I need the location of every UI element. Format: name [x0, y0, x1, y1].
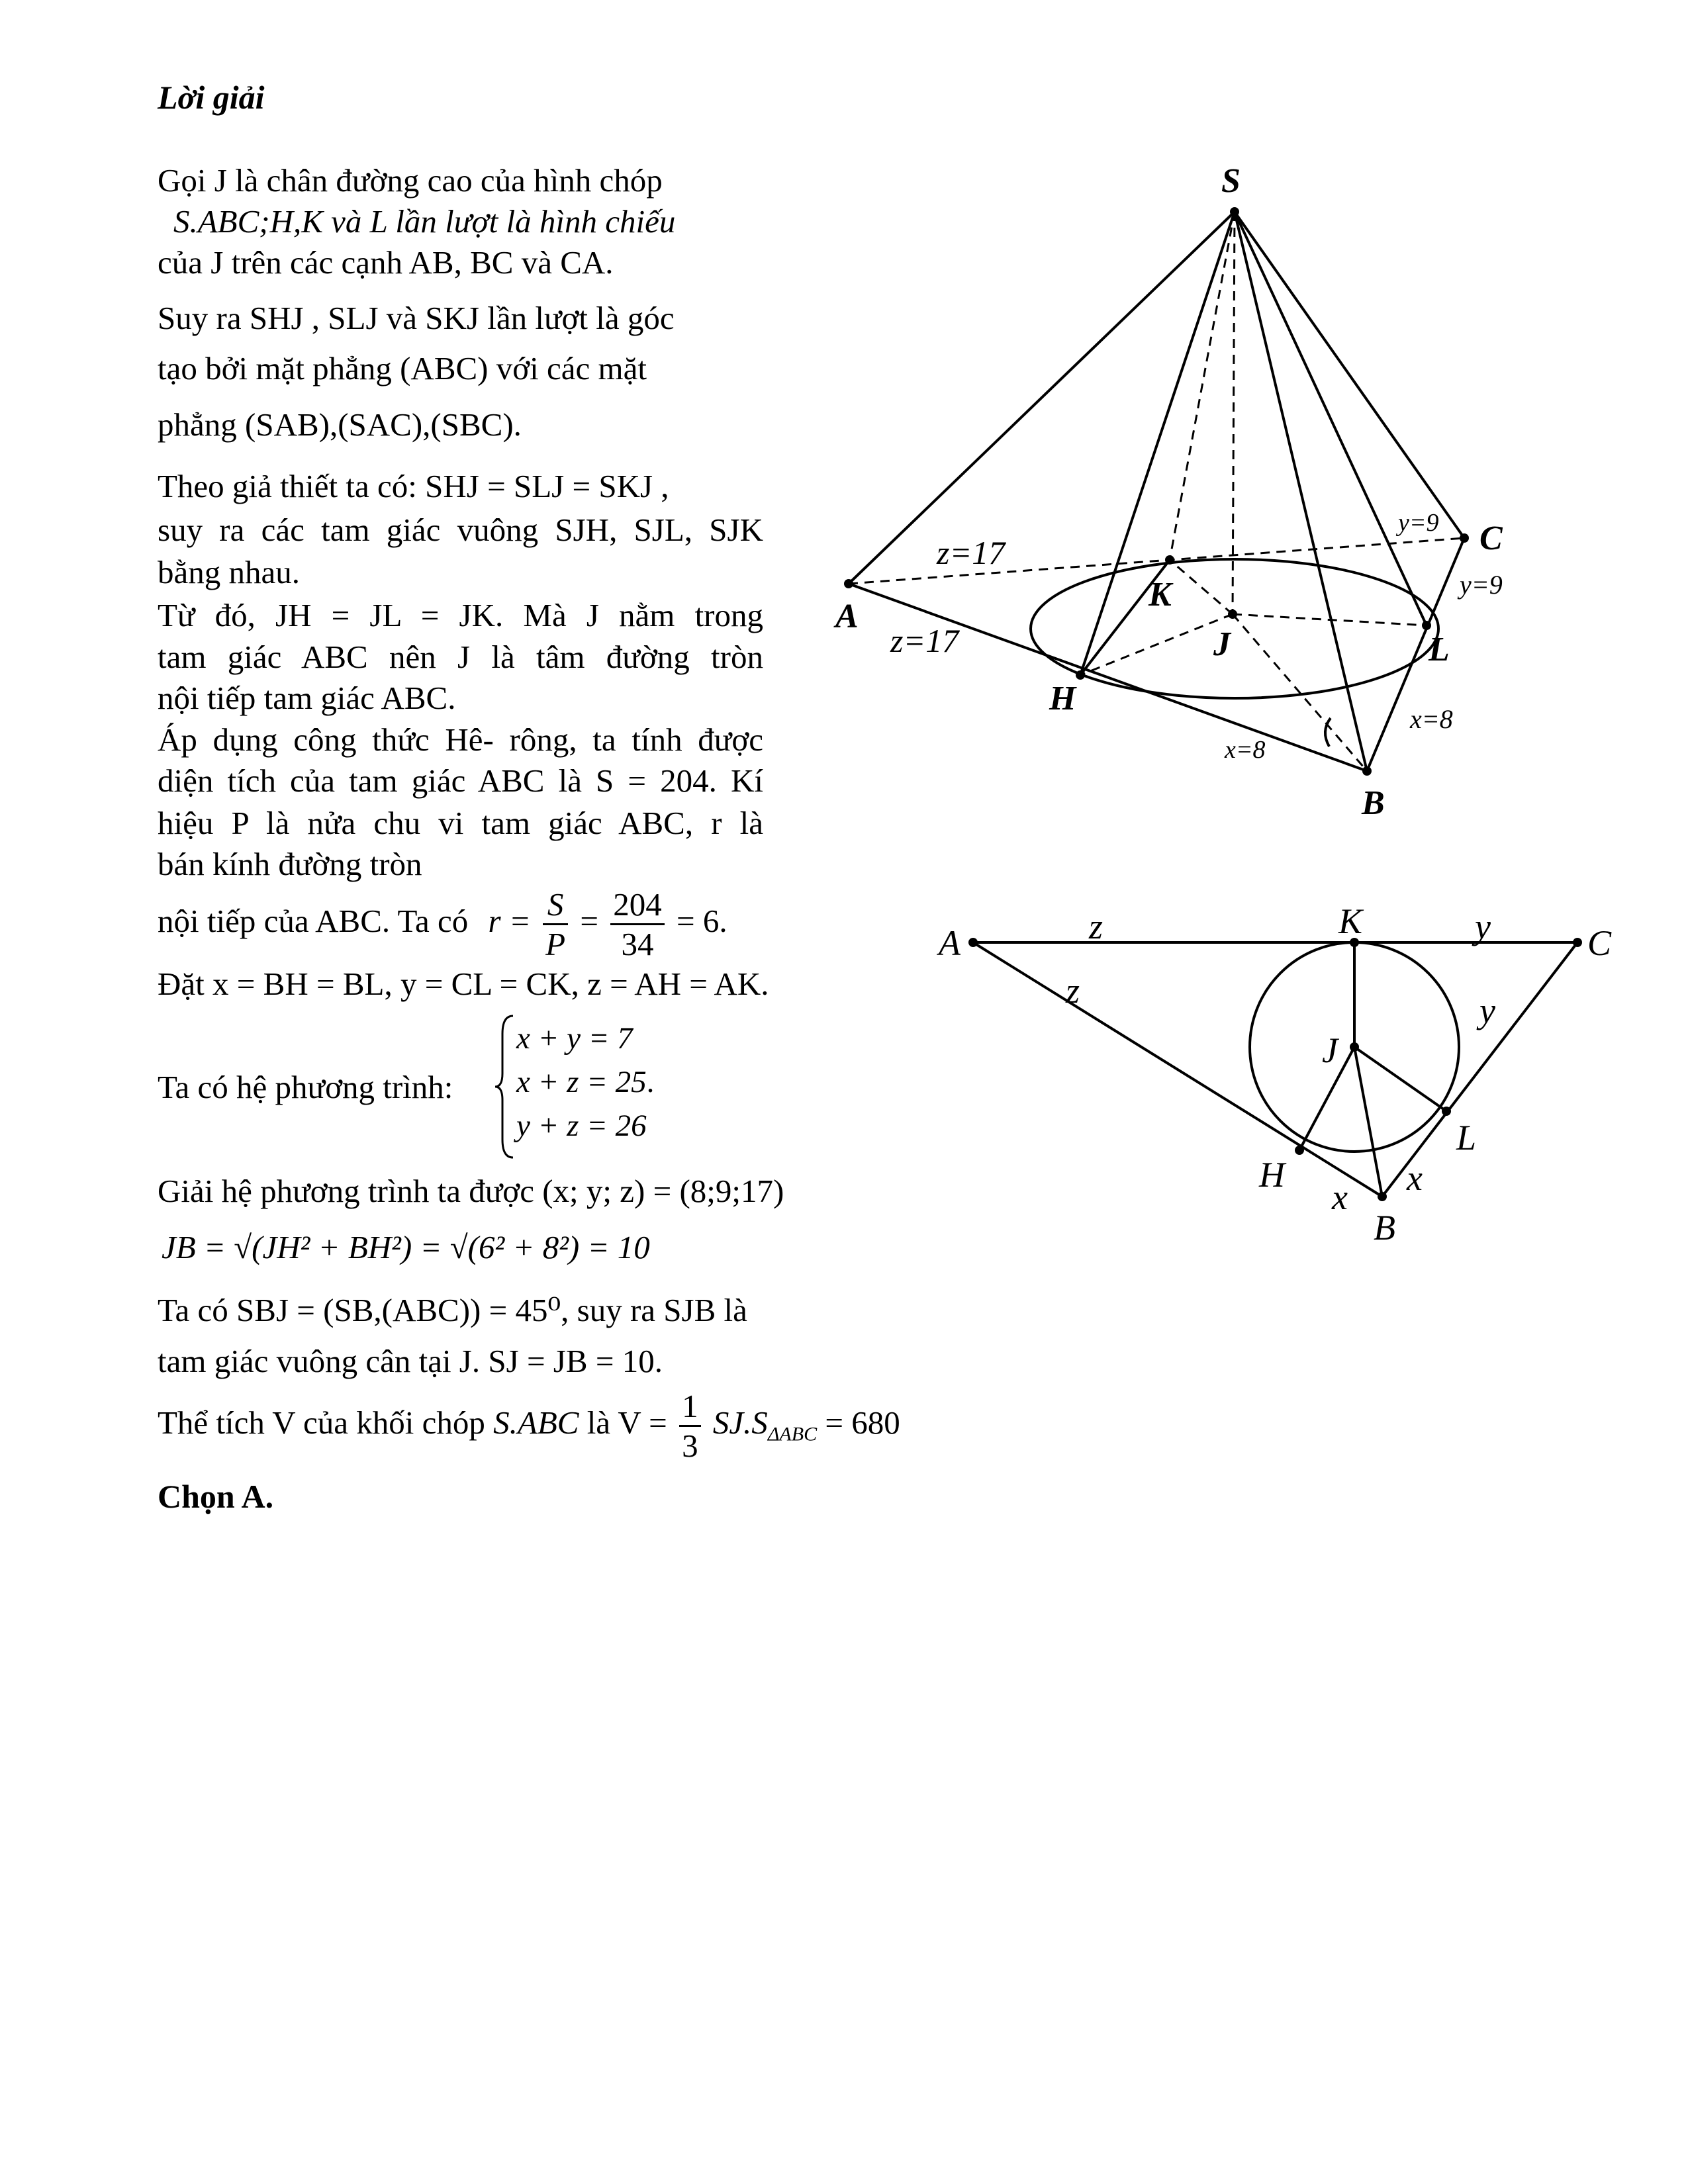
label-y-top: y=9	[1398, 509, 1439, 537]
label-b: B	[1362, 784, 1385, 822]
text-line-14: diện tích của tam giác ABC là S = 204. Kí	[158, 762, 763, 799]
text-line-10: Từ đó, JH = JL = JK. Mà J nằm trong	[158, 597, 763, 633]
label-k: K	[1149, 576, 1172, 614]
equation-3: y + z = 26	[516, 1109, 647, 1143]
text-line-11: tam giác ABC nên J là tâm đường tròn	[158, 639, 763, 675]
inradius-intro: nội tiếp của ABC. Ta có	[158, 902, 469, 939]
fraction-34-denominator: 34	[621, 926, 654, 962]
label-x-right: x=8	[1410, 704, 1453, 734]
label2-x-left: x	[1332, 1177, 1348, 1217]
label2-y-top: y	[1475, 907, 1491, 946]
solution-heading: Lời giải	[158, 79, 265, 116]
text-line-16: bán kính đường tròn	[158, 846, 422, 882]
text-line-15: hiệu P là nửa chu vi tam giác ABC, r là	[158, 805, 763, 841]
volume-intro: Thể tích V của khối chóp	[158, 1404, 485, 1441]
point2-l	[1442, 1107, 1451, 1116]
label-x-bottom: x=8	[1225, 736, 1266, 764]
label-c: C	[1479, 520, 1503, 557]
text-line-4: Suy ra SHJ , SLJ và SKJ lần lượt là góc	[158, 300, 675, 336]
label2-h: H	[1259, 1155, 1285, 1195]
label2-b: B	[1374, 1208, 1395, 1248]
text-line-19: Ta có hệ phương trình:	[158, 1069, 453, 1105]
label-l: L	[1429, 631, 1450, 668]
label-h: H	[1049, 680, 1076, 717]
volume-subscript: ΔABC	[767, 1423, 818, 1445]
equation-2: x + z = 25.	[516, 1065, 655, 1099]
fraction-1-numerator: 1	[679, 1390, 701, 1427]
label2-l: L	[1456, 1118, 1477, 1158]
point2-j	[1350, 1042, 1359, 1052]
text-line-22: Ta có SBJ = (SB,(ABC)) = 45⁰, suy ra SJB là	[158, 1292, 747, 1328]
text-line-6: phẳng (SAB),(SAC),(SBC).	[158, 406, 522, 443]
label-y-side: y=9	[1460, 570, 1503, 600]
point2-a	[968, 938, 978, 947]
label2-z-top: z	[1089, 907, 1103, 946]
label2-z-side: z	[1066, 971, 1080, 1011]
text-line-7: Theo giả thiết ta có: SHJ = SLJ = SKJ ,	[158, 468, 669, 504]
text-line-8: suy ra các tam giác vuông SJH, SJL, SJK	[158, 512, 763, 548]
fraction-p-denominator: P	[545, 926, 566, 962]
volume-result: = 680	[825, 1404, 900, 1441]
text-line-12: nội tiếp tam giác ABC.	[158, 680, 456, 716]
label2-x-right: x	[1407, 1158, 1423, 1198]
label2-a: A	[939, 923, 961, 963]
fraction-s-numerator: S	[543, 888, 568, 925]
text-line-23: tam giác vuông cân tại J. SJ = JB = 10.	[158, 1343, 663, 1379]
equation-1: x + y = 7	[516, 1021, 633, 1056]
final-answer: Chọn A.	[158, 1478, 274, 1515]
text-line-2: S.ABC;H,K và L lần lượt là hình chiếu	[173, 203, 676, 240]
side-ab	[973, 942, 1382, 1197]
inradius-r: r =	[488, 902, 531, 939]
volume-pyramid-name: S.ABC	[493, 1404, 579, 1441]
segment-jb	[1354, 1047, 1382, 1197]
text-line-3: của J trên các cạnh AB, BC và CA.	[158, 244, 614, 281]
volume-sj-s: SJ.S	[712, 1404, 768, 1441]
label2-k: K	[1338, 901, 1363, 941]
label-z-lower: z=17	[890, 622, 959, 659]
text-line-1: Gọi J là chân đường cao của hình chóp	[158, 162, 663, 199]
label-j: J	[1213, 625, 1231, 663]
label-a: A	[835, 598, 859, 635]
label2-y-side: y	[1479, 991, 1495, 1030]
point2-c	[1573, 938, 1582, 947]
label-s: S	[1221, 162, 1241, 200]
text-line-18: Đặt x = BH = BL, y = CL = CK, z = AH = AK.	[158, 966, 769, 1002]
text-line-21: JB = √(JH² + BH²) = √(6² + 8²) = 10	[162, 1229, 650, 1265]
point2-b	[1378, 1192, 1387, 1201]
point2-h	[1295, 1146, 1304, 1155]
text-line-17: nội tiếp của ABC. Ta có r = $\frac{S}{P}$ = $\frac{204}{34}$ = 6.	[158, 886, 727, 962]
label2-j: J	[1322, 1030, 1338, 1070]
text-line-5: tạo bởi mặt phẳng (ABC) với các mặt	[158, 350, 647, 387]
text-line-9: bằng nhau.	[158, 554, 300, 590]
inradius-result: = 6.	[676, 902, 727, 939]
label2-c: C	[1587, 923, 1612, 963]
volume-is: là V =	[586, 1404, 667, 1441]
fraction-3-denominator: 3	[682, 1428, 698, 1464]
fraction-204-numerator: 204	[610, 888, 665, 925]
label-z-upper: z=17	[937, 534, 1006, 571]
text-line-13: Áp dụng công thức Hê- rông, ta tính được	[158, 721, 763, 758]
text-line-20: Giải hệ phương trình ta được (x; y; z) = (8;9;17)	[158, 1173, 784, 1209]
radius-jl	[1354, 1047, 1446, 1111]
